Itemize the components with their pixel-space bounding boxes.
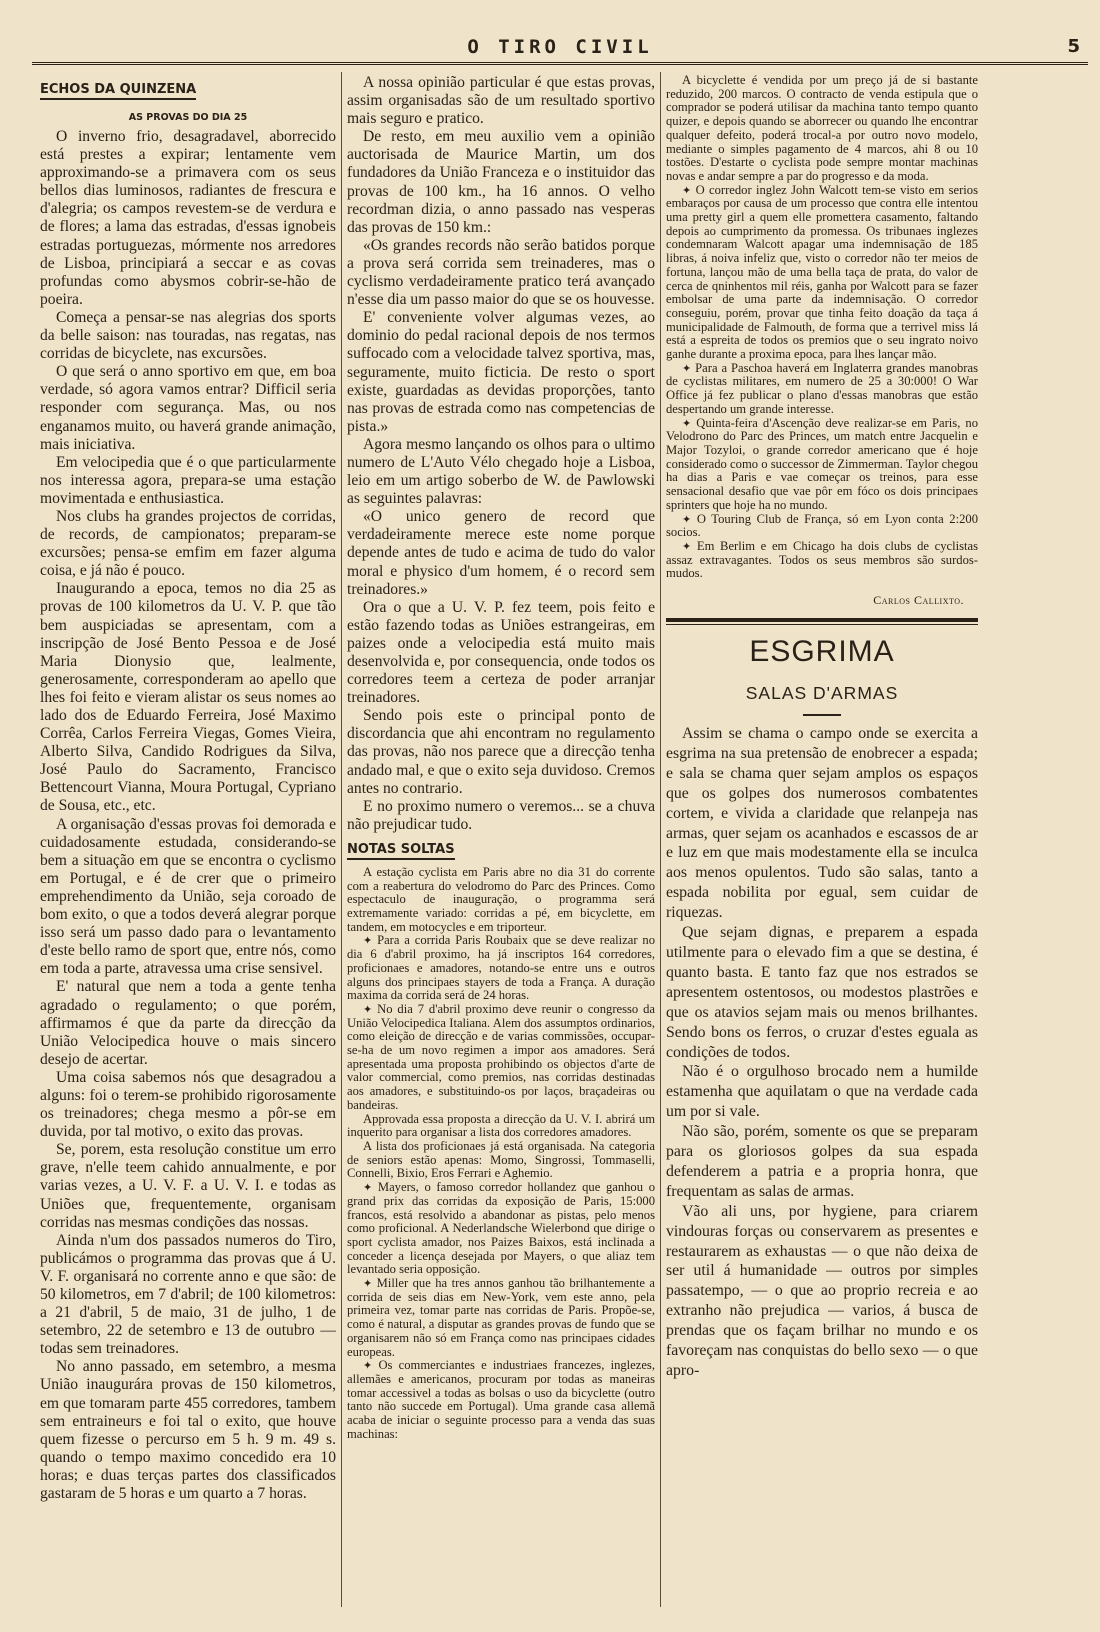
section-rule (666, 624, 978, 625)
paragraph: Sendo pois este o principal ponto de discordancia que ahi encontram no regulamento das provas, não nos parece que a direcção tenha andado mal, e que o exito seja duvidoso. Cremos antes no contrario. (347, 707, 655, 797)
paragraph: A organisação d'essas provas foi demorada e cuidadosamente estudada, considerando-se bem a situação em que se encontra o cyclismo em Portugal, e é de crer que o primeiro emprehendimento da União, seja coroado de bom exito, o que a todos deverá alegrar porque isso será um passo dado para o levantamento d'este bello ramo de sport que, entre nós, como em toda a parte, atravessa uma crise sensivel. (40, 815, 336, 978)
paragraph: Agora mesmo lançando os olhos para o ultimo numero de L'Auto Vélo chegado hoje a Lisboa, leio em um artigo soberbo de W. de Pawlowski as seguintes palavras: (347, 435, 655, 508)
item-text: No dia 7 d'abril proximo deve reunir o congresso da União Velocipedica Italiana. Alem dos assumptos ordinarios, como eleição de direcção e de varias commissões, occupar-se-ha de um novo regimen a impor aos amadores. Será apresentada uma proposta prohibindo os objectos d'arte de valor commercial, como premios, nas corridas destinadas aos amadores, e substituindo-os por laços, braçadeiras ou bandeiras. (347, 1001, 655, 1112)
item-text: Em Berlim e em Chicago ha dois clubs de cyclistas assaz extravagantes. Todos os seus membros são surdos-mudos. (666, 538, 978, 581)
paragraph: Não são, porém, somente os que se preparam para os gloriosos golpes da sua espada defenderem a patria e a propria honra, que frequentam as salas de armas. (666, 1123, 978, 1200)
esgrima-title: ESGRIMA (749, 635, 895, 669)
paragraph: Começa a pensar-se nas alegrias dos sports da belle saison: nas touradas, nas regatas, nas corridas de bicyclete, nas excursões. (40, 308, 336, 363)
paragraph: E no proximo numero o veremos... se a chuva não prejudicar tudo. (347, 797, 655, 833)
news-item (347, 1359, 655, 1441)
item-text: Mayers, o famoso corredor hollandez que ganhou o grand prix das corridas da exposição de Paris, 15:000 francos, está resolvido a abandonar as pistas, pelo menos como proficional. A Nederlandsche Wielerbond que dirige o sport cyclista amador, nos Paizes Baixos, está inclinada a conceder a licença desejada por Mayers, o que aliaz tem levantado seria opposição. (347, 1180, 655, 1277)
paragraph: E' conveniente volver algumas vezes, ao dominio do pedal racional depois de nos termos suffocado com a velocidade talvez sportiva, mas, seguramente, muito ficticia. De resto o sport existe, guardadas as devidas proporções, tanto nas provas de estrada como nas competencias de pista.» (347, 309, 655, 435)
paragraph: De resto, em meu auxilio vem a opinião auctorisada de Maurice Martin, um dos fundadores da União Franceza e o instituidor das provas de 100 km., ha 16 annos. O velho recordman dizia, o anno passado nas vesperas das provas de 150 km.: (347, 128, 655, 236)
column-3 (666, 74, 978, 1381)
paragraph: A bicyclette é vendida por um preço já de si bastante reduzido, 200 marcos. O contracto de venda estipula que o comprador se poderá utilisar da machina tanto tempo quanto quizer, e depois quando se aborrecer ou quando lhe encontrar qualquer defeito, poderá trocal-a por outro novo modelo, mediante o simples pagamento de 4 marcos, ahi 8 ou 10 tostões. D'estarte o cyclista pode sempre montar machinas novas e andar sempre a par do progresso e da moda. (666, 74, 978, 183)
paragraph: Se, porem, esta resolução constitue um erro grave, n'elle teem cahido annualmente, e por varias vezes, a U. V. F. a U. V. I. e todas as Uniões que, frequentemente, organisam corridas nas mesmas condições das nossas. (40, 1141, 336, 1231)
paragraph: Que sejam dignas, e preparem a espada utilmente para o elevado fim a que se destina, é quanto basta. E tanto faz que nos estrados se apresentem ostentosos, ou modestos plastrões e que os atavios sejam mais ou menos brilhantes. Sendo bons os ferros, o cruzar d'estes eguala as condições de todos. (666, 924, 978, 1061)
notas-continued-body (666, 74, 978, 581)
item-text: Miller que ha tres annos ganhou tão brilhantemente a corrida de seis dias em New-York, vem este anno, pela primeira vez, tomar parte nas corridas de Paris. Propõe-se, como é natural, a disputar as grandes provas de fundo que se organisarem não só em França como nas principaes cidades europeas. (347, 1276, 655, 1359)
paragraph: O inverno frio, desagradavel, aborrecido está prestes a expirar; lentamente vem approximando-se a primavera com os seus bellos dias luminosos, radiantes de frescura e d'alegria; os campos revestem-se de verdura e de flores; a lama das estradas, d'essas ignobeis estradas portuguezas, mórmente nos arredores de Lisboa, principiará a seccar e as covas profundas como abysmos cobrir-se-hão de poeira. (40, 128, 336, 308)
author-signature: Carlos Callixto. (873, 593, 964, 608)
page-number: 5 (1067, 36, 1080, 57)
item-text: Quinta-feira d'Ascenção deve realizar-se em Paris, no Velodrono do Parc des Princes, um match entre Jacquelin e Major Tozyloi, o grande corredor americano que é hoje considerado como o successor de Zimmerman. Taylor chegou ha dias a Paris e vae começar os treinos, para esse sensacional desafio que vae pôr em fóco os dois principaes sprinters que hoje ha no mundo. (666, 415, 978, 512)
paragraph: E' natural que nem a toda a gente tenha agradado o regulamento; o que porém, affirmamos é que da parte da direcção da União Velocipedica houve o mais sincero desejo de acertar. (40, 978, 336, 1068)
esgrima-subtitle: SALAS D'ARMAS (745, 683, 899, 704)
arrow-bullet-icon: ✦ (363, 1181, 373, 1195)
paragraph: Approvada essa proposta a direcção da U. V. I. abrirá um inquerito para organisar a lista dos corredores amadores. (347, 1111, 655, 1140)
news-item (347, 1003, 655, 1113)
paragraph: Vão ali uns, por hygiene, para criarem vindouras forças ou conservarem as presentes e restaurarem as exhaustas — o que não deixa de ser util á humanidade — outros por simples passatempo, — o que ao proprio recreia e ao extranho não prejudica — varios, á busca de prendas que os façam brilhar no mundo e os favoreçam nas conquistas do bello sexo — o que apro- (666, 1202, 978, 1380)
paragraph: Em velocipedia que é o que particularmente nos interessa agora, prepara-se uma estação movimentada e enthusiastica. (40, 453, 336, 507)
paragraph: A nossa opinião particular é que estas provas, assim organisadas são de um resultado sportivo mais seguro e pratico. (347, 74, 655, 128)
news-item (347, 1181, 655, 1277)
item-text: O corredor inglez John Walcott tem-se visto em serios embaraços por causa de um processo que contra elle intentou uma pretty girl a quem elle promettera casamento, faltando depois ao cumprimento da promessa. Os tribunaes inglezes condemnaram Walcott apagar uma indemnisação de 185 libras, á noiva infeliz que, visto o corredor não ter meios de fortuna, lançou mão de uma bella taça de prata, do valor de cerca de qninhentos mil réis, ganha por Walcott para se fazer embolsar de uma parte da indemnisação. O corredor conseguiu, porém, provar que tinha feito doação da taça á municipalidade de Falmouth, de forma que a terrivel miss lá está a espreita de todos os premios que o seu ingrato noivo ganhe durante a proxima epoca, para lhes lançar mão. (666, 182, 978, 362)
section-rule (666, 618, 978, 622)
masthead-title: O TIRO CIVIL (467, 36, 653, 58)
subheading-provas: AS PROVAS DO DIA 25 (128, 112, 248, 123)
news-item (666, 184, 978, 362)
arrow-bullet-icon: ✦ (363, 1277, 373, 1291)
esgrima-body (666, 724, 978, 1381)
echos-continued-body (347, 74, 655, 834)
paragraph: Ora o que a U. V. P. fez teem, pois feito e estão fazendo todas as Uniões estrangeiras, em paizes onde a velocipedia está muito mais desenvolvida e, por consequencia, onde todos os corredores teem a certeza de poder arranjar treinadores. (347, 598, 655, 707)
news-item (666, 540, 978, 581)
paragraph: «Os grandes records não serão batidos porque a prova será corrida sem treinaderes, mas o cyclismo verdadeiramente pratico terá avançado n'esse dia um passo maior do que se os houvesse. (347, 236, 655, 309)
paragraph: A estação cyclista em Paris abre no dia 31 do corrente com a reabertura do velodromo do Parc des Princes. Como espectaculo de inauguração, o programma será extremamente variado: corridas a pé, em bicyclette, em tandem, em motocycles e em triporteur. (347, 864, 655, 934)
arrow-bullet-icon: ✦ (363, 934, 373, 948)
news-item (666, 362, 978, 417)
column-1 (40, 74, 336, 1503)
notas-body (347, 866, 655, 1442)
paragraph: Uma coisa sabemos nós que desagradou a alguns: foi o terem-se prohibido rigorosamente os treinadores; chega mesmo a pôr-se em duvida, por tal motivo, o exito das provas. (40, 1068, 336, 1141)
item-text: Para a Paschoa haverá em Inglaterra grandes manobras de cyclistas militares, em numero de 25 a 30:000! O War Office já fez publicar o plano d'essas manobras que estão despertando um grande interesse. (666, 360, 978, 416)
paragraph: O que será o anno sportivo em que, em boa verdade, só agora vamos entrar? Difficil seria responder com segurança. Mas, ou nos enganamos muito, ou haverá grande animação, mais iniciativa. (40, 363, 336, 453)
title-dash (803, 714, 841, 716)
column-divider (341, 72, 342, 1607)
arrow-bullet-icon: ✦ (682, 539, 692, 553)
item-text: Para a corrida Paris Roubaix que se deve realizar no dia 6 d'abril proximo, ha já inscriptos 164 corredores, proficionaes e amadores, notando-se entre uns e outros alguns dos principaes stayers de toda a França. A duração maxima da corrida será de 24 horas. (347, 933, 655, 1003)
paragraph: Assim se chama o campo onde se exercita a esgrima na sua pretensão de enobrecer a espada; e sala se chama quer sejam amplos os espaços que os golpes dos numerosos combatentes cortem, e vivida a claridade que relanpeja nas armas, quer sejam os acanhados e escassos de ar e luz em que mais modestamente ella se inculca aos menos opulentos. Tudo são salas, tanto a espada nobilita por egual, sem cuidar de riquezas. (666, 725, 978, 922)
paragraph: Ainda n'um dos passados numeros do Tiro, publicámos o programma das provas que á U. V. F. organisará no corrente anno e que são: de 50 kilometros, em 7 d'abril; de 100 kilometros: a 21 d'abril, 5 de maio, 31 de julho, 1 de setembro, 22 de setembro e 13 de outubro — todas sem treinadores. (40, 1231, 336, 1358)
column-divider (660, 72, 661, 1607)
paragraph: Não é o orgulhoso brocado nem a humilde estamenha que aquilatam o que na verdade cada um por si vale. (666, 1063, 978, 1121)
news-item (347, 1277, 655, 1359)
header-rule (32, 62, 1088, 65)
paragraph: Nos clubs ha grandes projectos de corridas, de records, de campionatos; preparam-se excursões; pensa-se emfim em fazer alguma coisa, e já não é pouco. (40, 507, 336, 580)
arrow-bullet-icon: ✦ (682, 512, 692, 526)
news-item (666, 513, 978, 540)
paragraph: A lista dos proficionaes já está organisada. Na categoria de seniors estão apenas: Momo, Singrossi, Tommaselli, Connelli, Bixio, Eros Ferrari e Aghemio. (347, 1139, 655, 1181)
arrow-bullet-icon: ✦ (682, 361, 692, 375)
paragraph: No anno passado, em setembro, a mesma União inaugurára provas de 150 kilometros, em que tomaram parte 455 corredores, tambem sem entraineurs e foi tal o exito, que houve quem fizesse o percurso em 5 h. 9 m. 49 s. quando o tempo maximo concedido era 10 horas; e duas terças partes dos classificados gastaram de 5 horas e um quarto a 7 horas. (40, 1358, 336, 1503)
arrow-bullet-icon: ✦ (363, 1002, 373, 1016)
arrow-bullet-icon: ✦ (682, 183, 692, 197)
echos-body (40, 128, 336, 1503)
news-item (347, 934, 655, 1003)
paragraph: «O unico genero de record que verdadeiramente merece este nome porque depende antes de tudo e acima de tudo do valor moral e physico d'um homem, é o record sem treinadores.» (347, 508, 655, 598)
arrow-bullet-icon: ✦ (363, 1359, 373, 1373)
section-heading-notas: NOTAS SOLTAS (347, 842, 455, 860)
page-header (32, 34, 1088, 64)
column-2 (347, 74, 655, 1441)
arrow-bullet-icon: ✦ (682, 416, 692, 430)
item-text: Os commerciantes e industriaes francezes, inglezes, allemães e americanos, procuram por todas as maneiras tomar accessivel a todas as bolsas o uso da bicyclette (outro tanto não succede em Portugal). Uma grande casa allemã acaba de iniciar o seguinte processo para a venda das suas machinas: (347, 1358, 655, 1441)
section-heading-echos: ECHOS DA QUINZENA (40, 82, 196, 100)
news-item (666, 417, 978, 513)
paragraph: Inaugurando a epoca, temos no dia 25 as provas de 100 kilometros da U. V. P. que tão bem auspiciadas se apresentam, com a inscripção de José Bento Pessoa e de José Maria Dionysio que, lealmente, generosamente, corresponderam ao apello que lhes foi feito e vieram alistar os seus nomes ao lado dos de Eduardo Ferreira, José Maximo Corrêa, Carlos Ferreira Viegas, Gomes Vieira, Alberto Silva, Candido Rodrigues da Silva, José Paulo do Sacramento, Francisco Bettencourt Vianna, Moura Portugal, Cypriano de Sousa, etc., etc. (40, 580, 336, 815)
item-text: O Touring Club de França, só em Lyon conta 2:200 socios. (666, 511, 978, 540)
